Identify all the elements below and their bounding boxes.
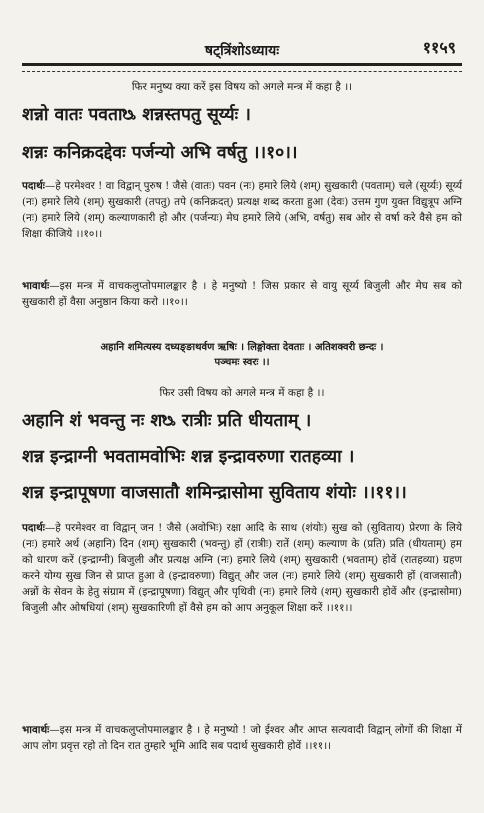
padartha-label: पदार्थः (22, 522, 45, 534)
page-header (22, 34, 462, 60)
bhavartha-11 (22, 722, 462, 754)
bhavartha-text: —इस मन्त्र में वाचकलुप्तोपमालङ्कार है । हे मनुष्यो ! जो ईश्वर और आप्त सत्यवादी विद्वान् लोगों की शिक्षा में आप लोग प्रवृत्त रहो तो दिन रात तुम्हारे भूमि आदि सब पदार्थ सुखकारी होवें ।।११।। (22, 724, 462, 752)
padartha-10 (22, 178, 462, 242)
mantra-11-line2: शन्न इन्द्राग्नी भवतामवोभिः शन्न इन्द्रावरुणा रातहव्या । (22, 447, 355, 467)
padartha-text: —हे परमेश्वर ! वा विद्वान् पुरुष ! जैसे (वातः) पवन (नः) हमारे लिये (शम्) सुखकारी (पवताम्) चले (सूर्य्यः) सूर्य्य (नः) हमारे लिये (शम्) सुखकारी (तपतु) तपे (कनिक्रदत्) प्रत्यक्ष शब्द करता हुआ (देवः) उत्तम गुण युक्त विद्युत्रूप अग्नि (नः) हमारे लिये (शम्) कल्याणकारी हो और (पर्जन्यः) मेघ हमारे लिये (अभि, वर्षतु) सब ओर से वर्षा करे वैसे हम को शिक्षा कीजिये ।।१०।। (22, 180, 462, 240)
meta-line-2: पञ्चमः स्वरः ।। (214, 357, 270, 368)
mantra-10-line1: शन्नो वातः पवताᳬ शन्नस्तपतु सूर्य्यः । (22, 105, 251, 125)
bhavartha-10 (22, 278, 462, 310)
bhavartha-label: भावार्थः (22, 724, 50, 736)
padartha-11 (22, 520, 462, 616)
rishi-devata-line (22, 340, 462, 370)
padartha-text: —हे परमेश्वर वा विद्वान् जन ! जैसे (अवोभिः) रक्षा आदि के साथ (शंयोः) सुख को (सुविताय) प्रेरणा के लिये (नः) हमारे अर्थ (अहानि) दिन (शम्) सुखकारी (भवन्तु) हों (रात्रीः) रातें (शम्) कल्याण के (प्रति) प्रति (धीयताम्) हम को धारण करें (इन्द्राग्नी) बिजुली और प्रत्यक्ष अग्नि (नः) हमारे लिये (शम्) सुखकारी (भवताम्) होवें (रातहव्या) ग्रहण करने योग्य सुख जिन से प्राप्त हुआ वे (इन्द्रावरुणा) विद्युत् और जल (नः) हमारे लिये (शम्) सुखकारी हों (वाजसातौ) अन्नों के सेवन के हेतु संग्राम में (इन्द्रापूषणा) विद्युत् और पृथिवी (नः) हमारे लिये (शम्) सुखकारी होवें और (इन्द्रासोमा) बिजुली और ओषधियां (शम्) सुखकारिणी हों वैसे हम को आप अनुकूल शिक्षा करें ।।११।। (22, 522, 462, 614)
meta-line-1: अहानि शमित्यस्य दध्यङ्ङाथर्वण ऋषिः । लिङ्गोक्ता देवताः । अतिशक्वरी छन्दः । (100, 342, 384, 353)
chapter-title: षट्त्रिंशोऽध्यायः (204, 43, 280, 59)
padartha-label: पदार्थः (22, 180, 45, 192)
page-number: ११५९ (422, 38, 456, 57)
section2-intro: फिर उसी विषय को अगले मन्त्र में कहा है ।। (159, 387, 325, 399)
mantra-11-line1: अहानि शं भवन्तु नः शᳬ रात्रीः प्रति धीयताम् । (22, 411, 312, 431)
bhavartha-text: —इस मन्त्र में वाचकलुप्तोपमालङ्कार है । हे मनुष्यो ! जिस प्रकार से वायु सूर्य्य बिजुली और मेघ सब को सुखकारी हों वैसा अनुष्ठान किया करो ।।१०।। (22, 280, 462, 308)
mantra-10-line2: शन्नः कनिक्रदद्देवः पर्जन्यो अभि वर्षतु ।।१०।। (22, 143, 298, 163)
section1-intro: फिर मनुष्य क्या करें इस विषय को अगले मन्त्र में कहा है ।। (131, 81, 353, 93)
bhavartha-label: भावार्थः (22, 280, 50, 292)
mantra-11-line3: शन्न इन्द्रापूषणा वाजसातौ शमिन्द्रासोमा सुविताय शंयोः ।।११।। (22, 483, 407, 503)
header-rule (22, 63, 462, 72)
